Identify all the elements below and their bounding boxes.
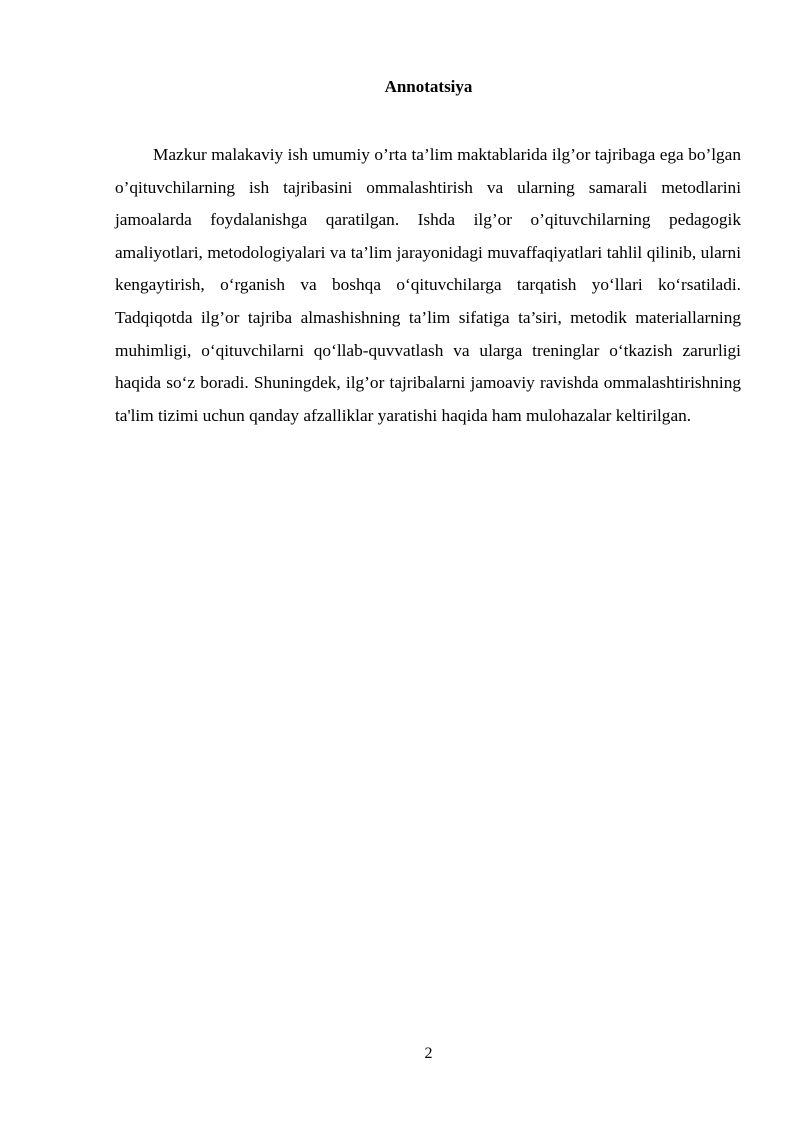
page-title: Annotatsiya <box>384 77 473 96</box>
abstract-paragraph: Mazkur malakaviy ish umumiy o’rta ta’lim maktablarida ilg’or tajribaga ega bo’lgan o’qituvchilarning ish tajribasini ommalashtirish va ularning samarali metodlarini jamoalarda foydalanishga qaratilgan. Ishda ilg’or o’qituvchilarning pedagogik amaliyotlari, metodologiyalari va ta’lim jarayonidagi muvaffaqiyatlari tahlil qilinib, ularni kengaytirish, o‘rganish va boshqa o‘qituvchilarga tarqatish yo‘llari ko‘rsatiladi. Tadqiqotda ilg’or tajriba almashishning ta’lim sifatiga ta’siri, metodik materiallarning muhimligi, o‘qituvchilarni qo‘llab-quvvatlash va ularga treninglar o‘tkazish zarurligi haqida so‘z boradi. Shuningdek, ilg’or tajribalarni jamoaviy ravishda ommalashtirishning ta'lim tizimi uchun qanday afzalliklar yaratishi haqida ham mulohazalar keltirilgan. <box>115 145 741 425</box>
page-number: 2 <box>424 1045 433 1062</box>
